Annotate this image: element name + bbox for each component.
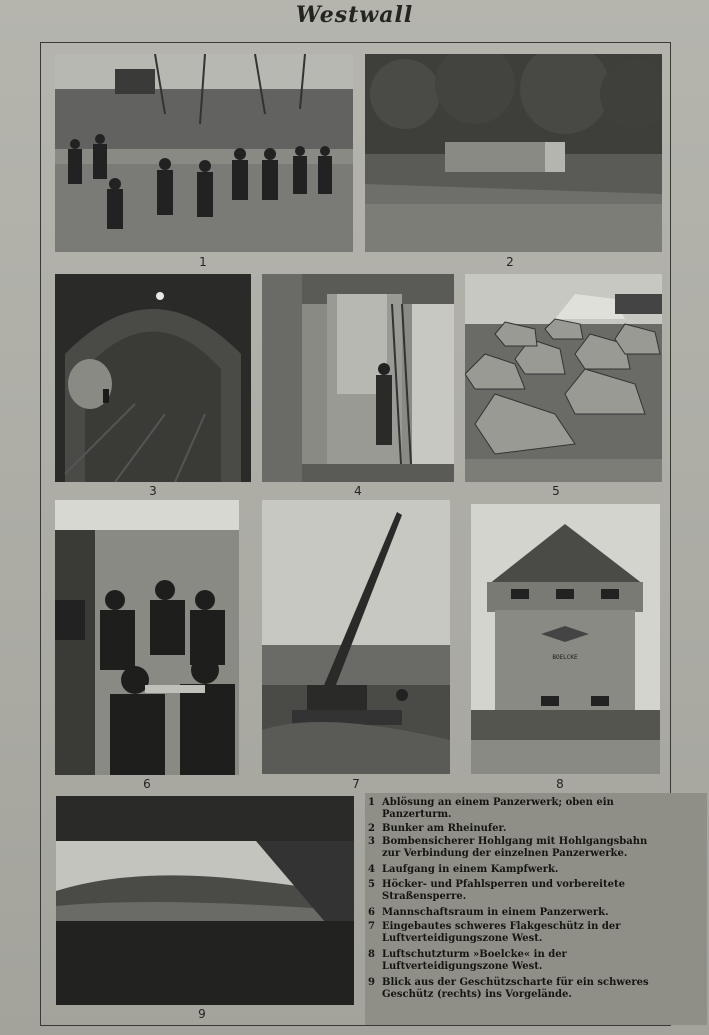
caption-1-text: Ablösung an einem Panzerwerk; oben ein Panzerturm.: [382, 797, 614, 820]
caption-3-number: 3: [368, 836, 375, 847]
caption-7-number: 7: [368, 921, 375, 932]
photo-4-corridor: [262, 274, 454, 482]
photo-3-number: 3: [149, 484, 157, 498]
photo-5-number: 5: [552, 484, 560, 498]
caption-7: [368, 921, 668, 945]
photo-6-crew-room: [55, 500, 239, 775]
photo-9-gun-embrasure: [56, 796, 354, 1005]
caption-2: [368, 823, 668, 835]
photo-8-tower: [471, 504, 660, 774]
photo-7-number: 7: [352, 777, 360, 791]
caption-8: [368, 949, 668, 973]
caption-8-text: Luftschutzturm »Boelcke« in der Luftverteidigungszone West.: [382, 949, 567, 972]
caption-4-number: 4: [368, 864, 375, 875]
caption-2-number: 2: [368, 823, 375, 834]
caption-9: [368, 977, 668, 1001]
caption-6-number: 6: [368, 907, 375, 918]
photo-5-dragons-teeth: [465, 274, 662, 482]
photo-1-number: 1: [199, 255, 207, 269]
page-title: Westwall: [295, 2, 414, 28]
photo-2-number: 2: [506, 255, 514, 269]
photo-7-flak-gun: [262, 500, 450, 774]
photo-9-number: 9: [198, 1007, 206, 1021]
caption-2-text: Bunker am Rheinufer.: [382, 823, 507, 834]
caption-9-number: 9: [368, 977, 375, 988]
caption-3: [368, 836, 668, 860]
caption-8-number: 8: [368, 949, 375, 960]
caption-5-text: Höcker- und Pfahlsperren und vorbereitete Straßensperre.: [382, 879, 625, 902]
photo-2-bunker: [365, 54, 662, 252]
photo-3-tunnel: [55, 274, 251, 482]
caption-7-text: Eingebautes schweres Flakgeschütz in der Luftverteidigungszone West.: [382, 921, 621, 944]
caption-9-text: Blick aus der Geschützscharte für ein schweres Geschütz (rechts) ins Vorgelände.: [382, 977, 649, 1000]
caption-5-number: 5: [368, 879, 375, 890]
caption-6-text: Mannschaftsraum in einem Panzerwerk.: [382, 907, 609, 918]
photo-4-number: 4: [354, 484, 362, 498]
caption-3-text: Bombensicherer Hohlgang mit Hohlgangsbahn zur Verbindung der einzelnen Panzerwerke.: [382, 836, 648, 859]
caption-1: [368, 797, 668, 821]
caption-4-text: Laufgang in einem Kampfwerk.: [382, 864, 559, 875]
caption-4: [368, 864, 668, 876]
caption-6: [368, 907, 668, 919]
caption-5: [368, 879, 668, 903]
tower-label: BOELCKE: [552, 654, 578, 661]
caption-1-number: 1: [368, 797, 375, 808]
photo-1-soldiers: [55, 54, 353, 252]
photo-6-number: 6: [143, 777, 151, 791]
photo-8-number: 8: [556, 777, 564, 791]
